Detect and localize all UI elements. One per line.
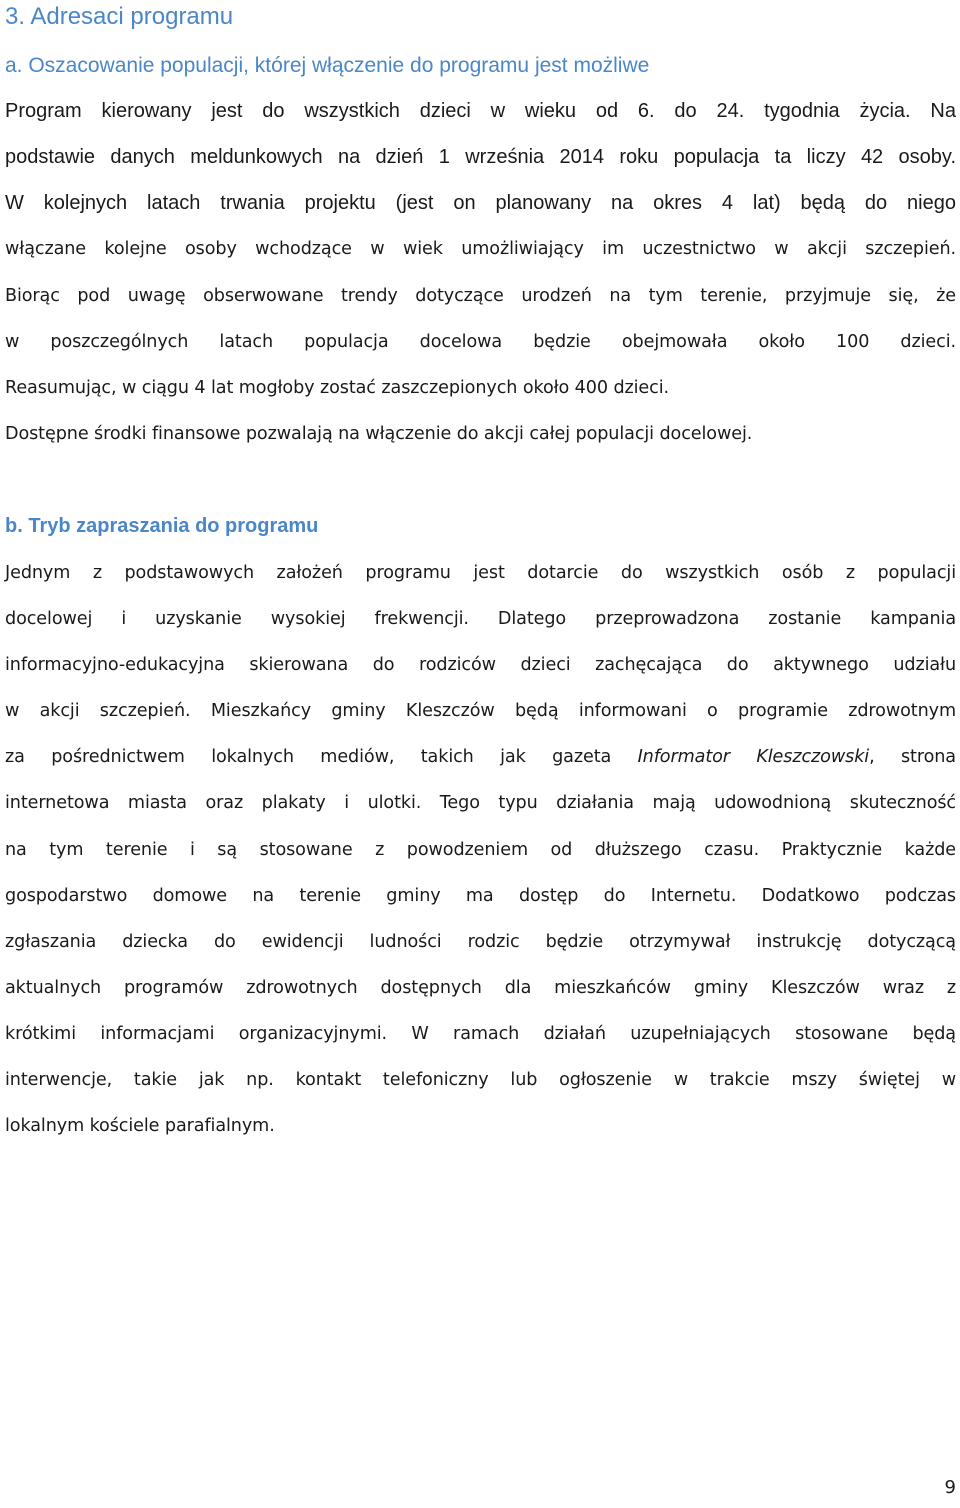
paragraph-b-line-6: internetowa miasta oraz plakaty i ulotki. Tego typu działania mają udowodnioną skuteczność — [5, 793, 956, 813]
paragraph-b-line-5 — [5, 744, 956, 770]
paragraph-b-line-1: Jednym z podstawowych założeń programu jest dotarcie do wszystkich osób z populacji — [5, 563, 956, 583]
paragraph-b-line-10: aktualnych programów zdrowotnych dostępnych dla mieszkańców gminy Kleszczów wraz z — [5, 978, 956, 998]
paragraph-b-line-9: zgłaszania dziecka do ewidencji ludności rodzic będzie otrzymywał instrukcję dotyczącą — [5, 932, 956, 952]
paragraph-a-line-6: w poszczególnych latach populacja docelowa będzie obejmowała około 100 dzieci. — [5, 332, 956, 352]
section-heading: 3. Adresaci programu — [5, 3, 234, 30]
paragraph-b-line-11: krótkimi informacjami organizacyjnymi. W ramach działań uzupełniających stosowane będą — [5, 1024, 956, 1044]
paragraph-a-line-5: Biorąc pod uwagę obserwowane trendy dotyczące urodzeń na tym terenie, przyjmuje się, że — [5, 286, 956, 306]
line-5-text-before: za pośrednictwem lokalnych mediów, takich jak gazeta — [5, 747, 638, 767]
paragraph-b-line-7: na tym terenie i są stosowane z powodzeniem od dłuższego czasu. Praktycznie każde — [5, 840, 956, 860]
publication-title: Informator Kleszczowski — [637, 747, 870, 767]
paragraph-b-line-3: informacyjno-edukacyjna skierowana do rodziców dzieci zachęcająca do aktywnego udziału — [5, 655, 956, 675]
subsection-a-heading: a. Oszacowanie populacji, której włączenie do programu jest możliwe — [5, 54, 650, 77]
paragraph-a-line-1: Program kierowany jest do wszystkich dzieci w wieku od 6. do 24. tygodnia życia. Na — [5, 100, 956, 122]
paragraph-b-line-12: interwencje, takie jak np. kontakt telefoniczny lub ogłoszenie w trakcie mszy świętej w — [5, 1070, 956, 1090]
paragraph-b-line-13: lokalnym kościele parafialnym. — [5, 1116, 275, 1136]
paragraph-b-line-8: gospodarstwo domowe na terenie gminy ma dostęp do Internetu. Dodatkowo podczas — [5, 886, 956, 906]
subsection-b-heading: b. Tryb zapraszania do programu — [5, 515, 319, 537]
paragraph-a-line-8: Dostępne środki finansowe pozwalają na włączenie do akcji całej populacji docelowej. — [5, 424, 753, 444]
paragraph-a-line-3: W kolejnych latach trwania projektu (jest on planowany na okres 4 lat) będą do niego — [5, 192, 956, 214]
page-number: 9 — [944, 1477, 956, 1498]
paragraph-b-line-4: w akcji szczepień. Mieszkańcy gminy Kleszczów będą informowani o programie zdrowotnym — [5, 701, 956, 721]
paragraph-b-line-2: docelowej i uzyskanie wysokiej frekwencji. Dlatego przeprowadzona zostanie kampania — [5, 609, 956, 629]
paragraph-a-line-2: podstawie danych meldunkowych na dzień 1 września 2014 roku populacja ta liczy 42 osoby. — [5, 146, 956, 168]
paragraph-a-line-4: włączane kolejne osoby wchodzące w wiek umożliwiający im uczestnictwo w akcji szczepień. — [5, 239, 956, 259]
paragraph-a-line-7: Reasumując, w ciągu 4 lat mogłoby zostać zaszczepionych około 400 dzieci. — [5, 378, 670, 398]
line-5-text-after: , strona — [869, 747, 956, 767]
